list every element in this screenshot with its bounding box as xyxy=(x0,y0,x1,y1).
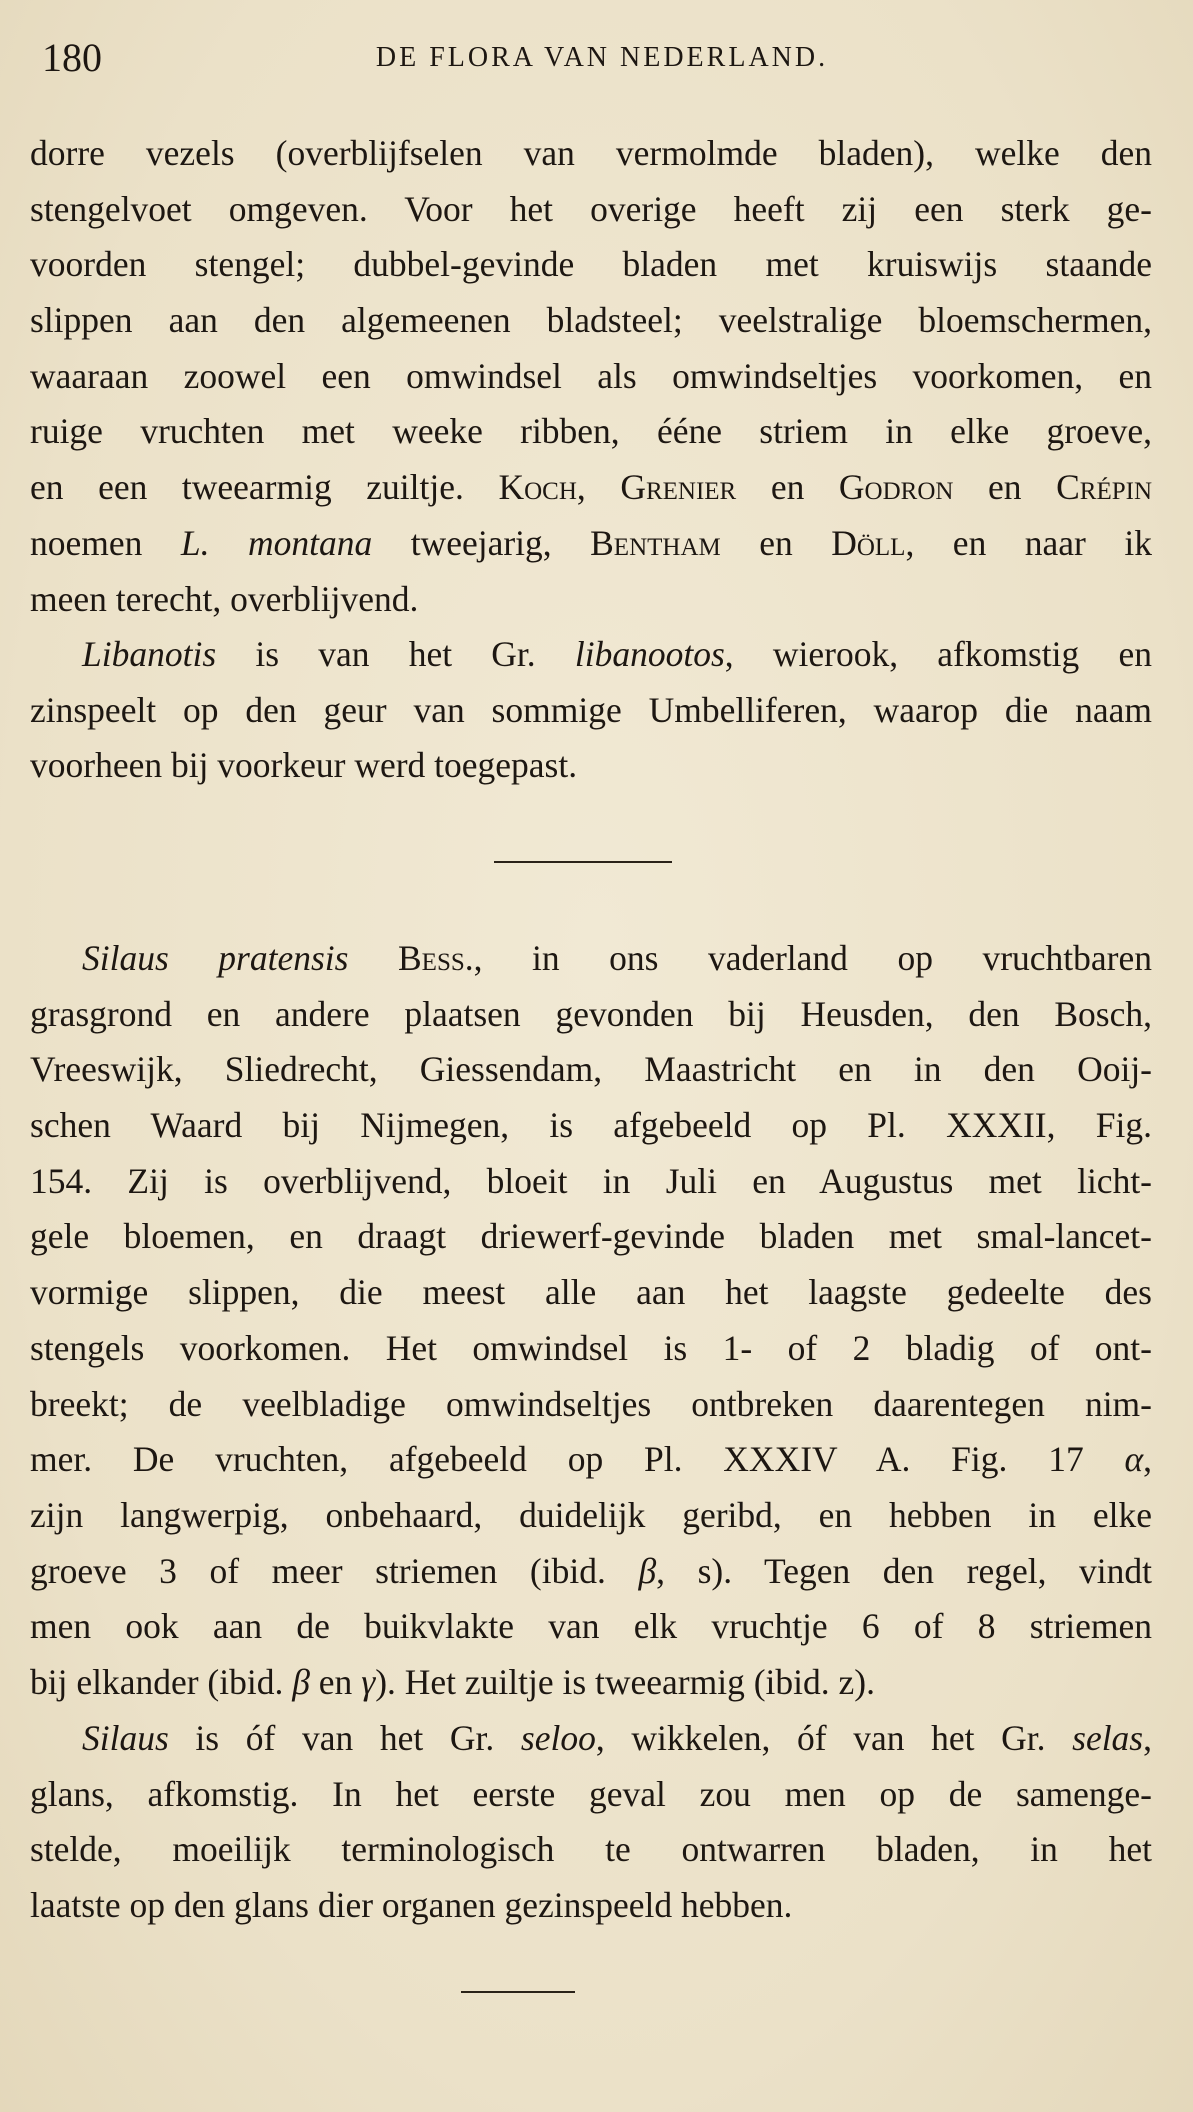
text-line: dorre vezels (overblijfselen van vermolmde bladen), welke den xyxy=(30,133,1152,173)
text-line: stelde, moeilijk terminologisch te ontwarren bladen, in het xyxy=(30,1829,1152,1870)
text-run: , wierook, afkomstig en xyxy=(724,634,1152,674)
text-line: 154. Zij is overblijvend, bloeit in Juli en Augustus met licht- xyxy=(30,1160,1152,1201)
species-name: Silaus pratensis xyxy=(82,938,349,978)
text-line xyxy=(30,1711,1152,1767)
text-line xyxy=(30,1432,1152,1488)
paragraph-silaus-description xyxy=(30,931,1152,1711)
text-run: , in ons vaderland op vruchtbaren xyxy=(473,938,1152,978)
author-name: Godron xyxy=(838,467,954,508)
text-run: , xyxy=(576,467,621,508)
text-line xyxy=(30,1544,1152,1600)
text-run xyxy=(348,938,398,978)
greek-word: libanootos xyxy=(574,634,725,674)
text-line: men ook aan de buikvlakte van elk vruchtje 6 of 8 striemen xyxy=(30,1606,1152,1647)
species-name: L. montana xyxy=(180,522,373,563)
text-line: vormige slippen, die meest alle aan het laagste gedeelte des xyxy=(30,1272,1152,1313)
text-run: groeve 3 of meer striemen (ibid. xyxy=(30,1550,639,1591)
figure-ref-symbol: β xyxy=(292,1661,310,1702)
genus-name: Libanotis xyxy=(82,634,217,674)
text-run: is óf van het Gr. xyxy=(168,1718,521,1758)
greek-word: seloo xyxy=(520,1718,596,1758)
text-run: en xyxy=(736,467,839,508)
text-line: grasgrond en andere plaatsen gevonden bij Heusden, den Bosch, xyxy=(30,993,1152,1034)
author-name: Bess. xyxy=(398,938,474,978)
text-line: gele bloemen, en draagt driewerf-gevinde bladen met smal-lancet- xyxy=(30,1216,1152,1257)
text-line: voorheen bij voorkeur werd toegepast. xyxy=(30,745,578,786)
author-name: Grenier xyxy=(620,467,737,508)
text-run: tweejarig, xyxy=(372,522,591,563)
text-line xyxy=(30,516,1152,572)
text-run: , xyxy=(1143,1439,1152,1480)
text-line: laatste op den glans dier organen gezinspeeld hebben. xyxy=(30,1885,793,1926)
text-line xyxy=(30,931,1152,987)
text-line: meen terecht, overblijvend. xyxy=(30,578,419,619)
text-run: en een tweearmig zuiltje. xyxy=(30,467,499,508)
section-divider xyxy=(494,861,672,863)
page-number: 180 xyxy=(42,35,102,80)
author-name: Koch xyxy=(498,467,577,508)
author-name: Döll xyxy=(831,522,906,563)
text-line xyxy=(30,460,1152,516)
text-run: , xyxy=(1143,1718,1152,1758)
paragraph-silaus-etymology xyxy=(30,1711,1152,1934)
text-line: schen Waard bij Nijmegen, is afgebeeld op Pl. XXXII, Fig. xyxy=(30,1105,1152,1146)
figure-ref-symbol: α xyxy=(1124,1439,1144,1480)
text-line: stengels voorkomen. Het omwindsel is 1- of 2 bladig of ont- xyxy=(30,1327,1152,1368)
text-run: en xyxy=(953,467,1057,508)
text-line: Vreeswijk, Sliedrecht, Giessendam, Maastricht en in den Ooij- xyxy=(30,1049,1152,1090)
text-line: ruige vruchten met weeke ribben, ééne striem in elke groeve, xyxy=(30,411,1152,452)
running-head: DE FLORA VAN NEDERLAND. xyxy=(375,42,829,73)
text-line: zinspeelt op den geur van sommige Umbelliferen, waarop die naam xyxy=(30,689,1152,730)
paragraph-libanotis-etymology xyxy=(30,627,1152,794)
text-line xyxy=(30,627,1152,683)
text-line xyxy=(30,1655,1152,1711)
text-run: ). Het zuiltje is tweearmig (ibid. z). xyxy=(375,1661,875,1702)
text-run: bij elkander (ibid. xyxy=(30,1661,293,1702)
text-run: , wikkelen, óf van het Gr. xyxy=(595,1718,1073,1758)
paragraph-perennial-description xyxy=(30,126,1152,627)
text-line: voorden stengel; dubbel-gevinde bladen met kruiswijs staande xyxy=(30,244,1152,285)
text-run: , s). Tegen den regel, vindt xyxy=(656,1550,1152,1591)
text-run: en xyxy=(720,522,832,563)
text-run: , en naar ik xyxy=(905,522,1152,563)
figure-ref-symbol: γ xyxy=(361,1661,376,1702)
text-line: breekt; de veelbladige omwindseltjes ontbreken daarentegen nim- xyxy=(30,1383,1152,1424)
text-line: zijn langwerpig, onbehaard, duidelijk geribd, en hebben in elke xyxy=(30,1494,1152,1535)
genus-name: Silaus xyxy=(82,1718,169,1758)
page-header xyxy=(42,34,1162,84)
text-run: mer. De vruchten, afgebeeld op Pl. XXXIV A. Fig. 17 xyxy=(30,1439,1125,1480)
text-run: noemen xyxy=(30,522,181,563)
text-line: slippen aan den algemeenen bladsteel; veelstralige bloemschermen, xyxy=(30,300,1152,341)
section-divider xyxy=(461,1991,575,1993)
text-line: glans, afkomstig. In het eerste geval zou men op de samenge- xyxy=(30,1773,1152,1814)
text-line: waaraan zoowel een omwindsel als omwindseltjes voorkomen, en xyxy=(30,355,1152,396)
text-run: en xyxy=(309,1661,362,1702)
author-name: Crépin xyxy=(1056,467,1153,508)
text-line: stengelvoet omgeven. Voor het overige heeft zij een sterk ge- xyxy=(30,188,1152,229)
greek-word: selas xyxy=(1072,1718,1144,1758)
author-name: Bentham xyxy=(590,522,721,563)
figure-ref-symbol: β xyxy=(638,1550,657,1591)
text-run: is van het Gr. xyxy=(216,634,575,674)
